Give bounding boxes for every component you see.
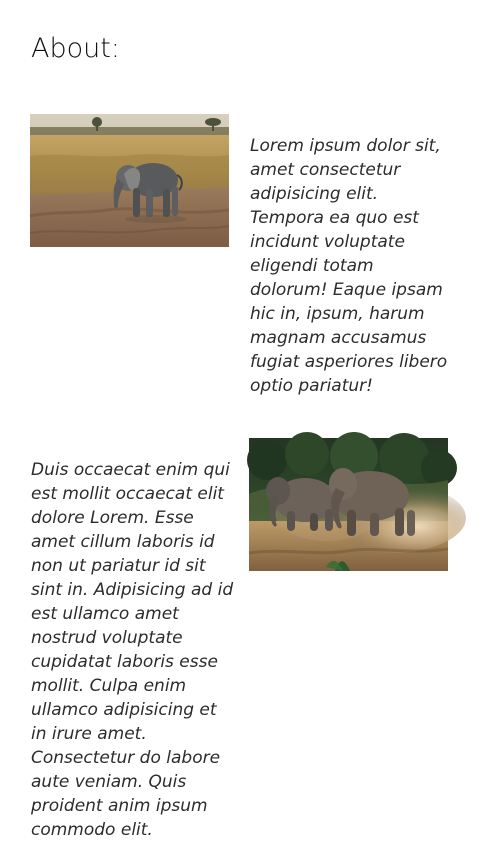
savanna-elephant-photo bbox=[30, 114, 229, 247]
dusty-elephants-illustration bbox=[249, 438, 448, 571]
about-paragraph-1: Lorem ipsum dolor sit, amet consectetur adipisicing elit. Tempora ea quo est incidunt voluptate eligendi totam dolorum! Eaque ipsam hic in, ipsum, harum magnam accusamus fugiat asperiores libero optio pariatur! bbox=[250, 136, 448, 396]
tree-canopy-1 bbox=[247, 440, 287, 480]
dirt-ground bbox=[30, 186, 229, 247]
tree-canopy-2 bbox=[285, 432, 329, 476]
tree-line bbox=[30, 127, 229, 135]
elephant-shadow bbox=[125, 215, 187, 223]
tree-canopy-5 bbox=[421, 450, 457, 486]
about-paragraph-2: Duis occaecat enim qui est mollit occaecat elit dolore Lorem. Esse amet cillum laboris id non ut pariatur id sit sint in. Adipisicing ad id est ullamco amet nostrud voluptate cupidatat laboris esse mollit. Culpa enim ullamco adipisicing et in irure amet. Consectetur do labore aute veniam. Quis proident anim ipsum commodo elit. bbox=[31, 460, 234, 840]
savanna-elephant-illustration bbox=[30, 114, 229, 247]
dusty-elephants-photo bbox=[249, 438, 448, 571]
page-title: About: bbox=[31, 33, 120, 64]
distant-tree-left-trunk bbox=[96, 124, 98, 131]
distant-tree-right-trunk bbox=[212, 123, 214, 131]
